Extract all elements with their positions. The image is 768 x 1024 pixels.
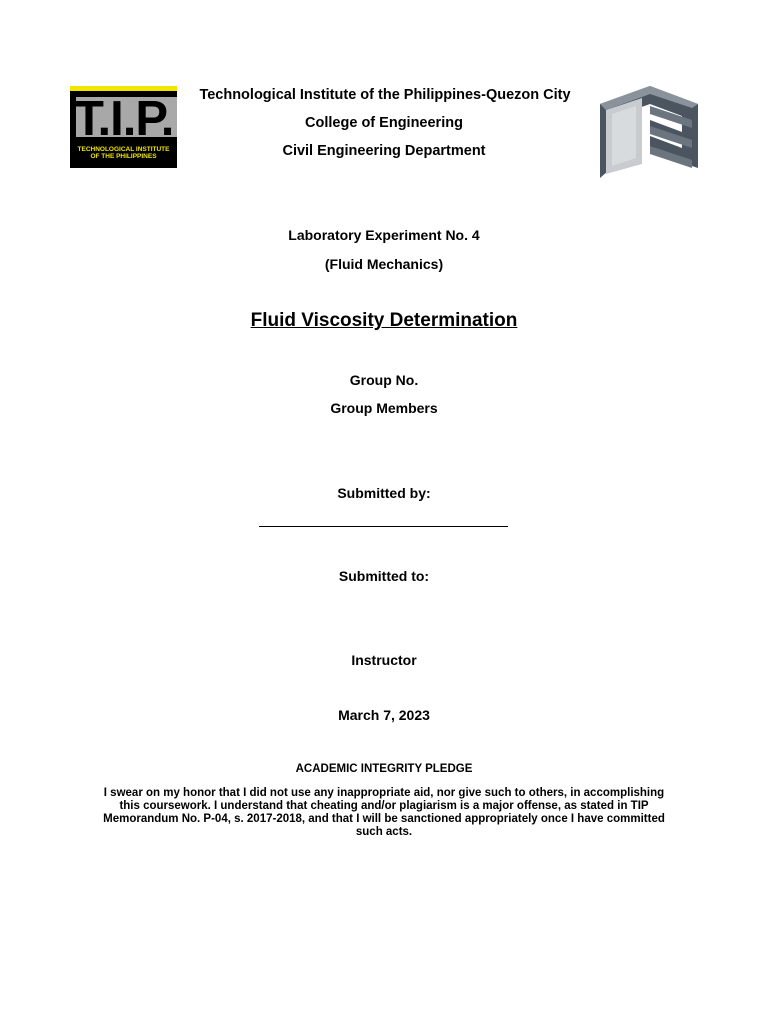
logo-letters: T.I.P. <box>74 92 174 146</box>
experiment-subject: (Fluid Mechanics) <box>324 256 444 272</box>
civil-engineering-logo <box>598 86 700 178</box>
department-name: Civil Engineering Department <box>282 143 486 159</box>
instructor-label: Instructor <box>351 652 417 668</box>
pledge-body: I swear on my honor that I did not use any inappropriate aid, nor give such to others, in accomplishing this coursework. I understand that cheating and/or plagiarism is a major offense, as stated in TIP Memorandum No. P-04, s. 2017-2018, and that I will be sanctioned appropriately once I have committed such acts. <box>103 787 665 838</box>
college-name: College of Engineering <box>305 115 463 131</box>
institution-name: Technological Institute of the Philippines-Quezon City <box>199 87 571 103</box>
civil-engineering-emblem-icon <box>598 86 700 178</box>
submitted-by-label: Submitted by: <box>337 485 431 501</box>
experiment-number: Laboratory Experiment No. 4 <box>288 227 480 243</box>
pledge-heading: ACADEMIC INTEGRITY PLEDGE <box>295 763 473 775</box>
submitted-to-label: Submitted to: <box>338 568 430 584</box>
signature-line <box>259 526 508 527</box>
group-members-label: Group Members <box>330 400 438 416</box>
group-number-label: Group No. <box>349 372 419 388</box>
submission-date: March 7, 2023 <box>338 707 430 723</box>
logo-caption-line-2: OF THE PHILIPPINES <box>90 153 157 160</box>
logo-caption-line-1: TECHNOLOGICAL INSTITUTE <box>77 146 170 153</box>
experiment-title: Fluid Viscosity Determination <box>250 310 518 331</box>
